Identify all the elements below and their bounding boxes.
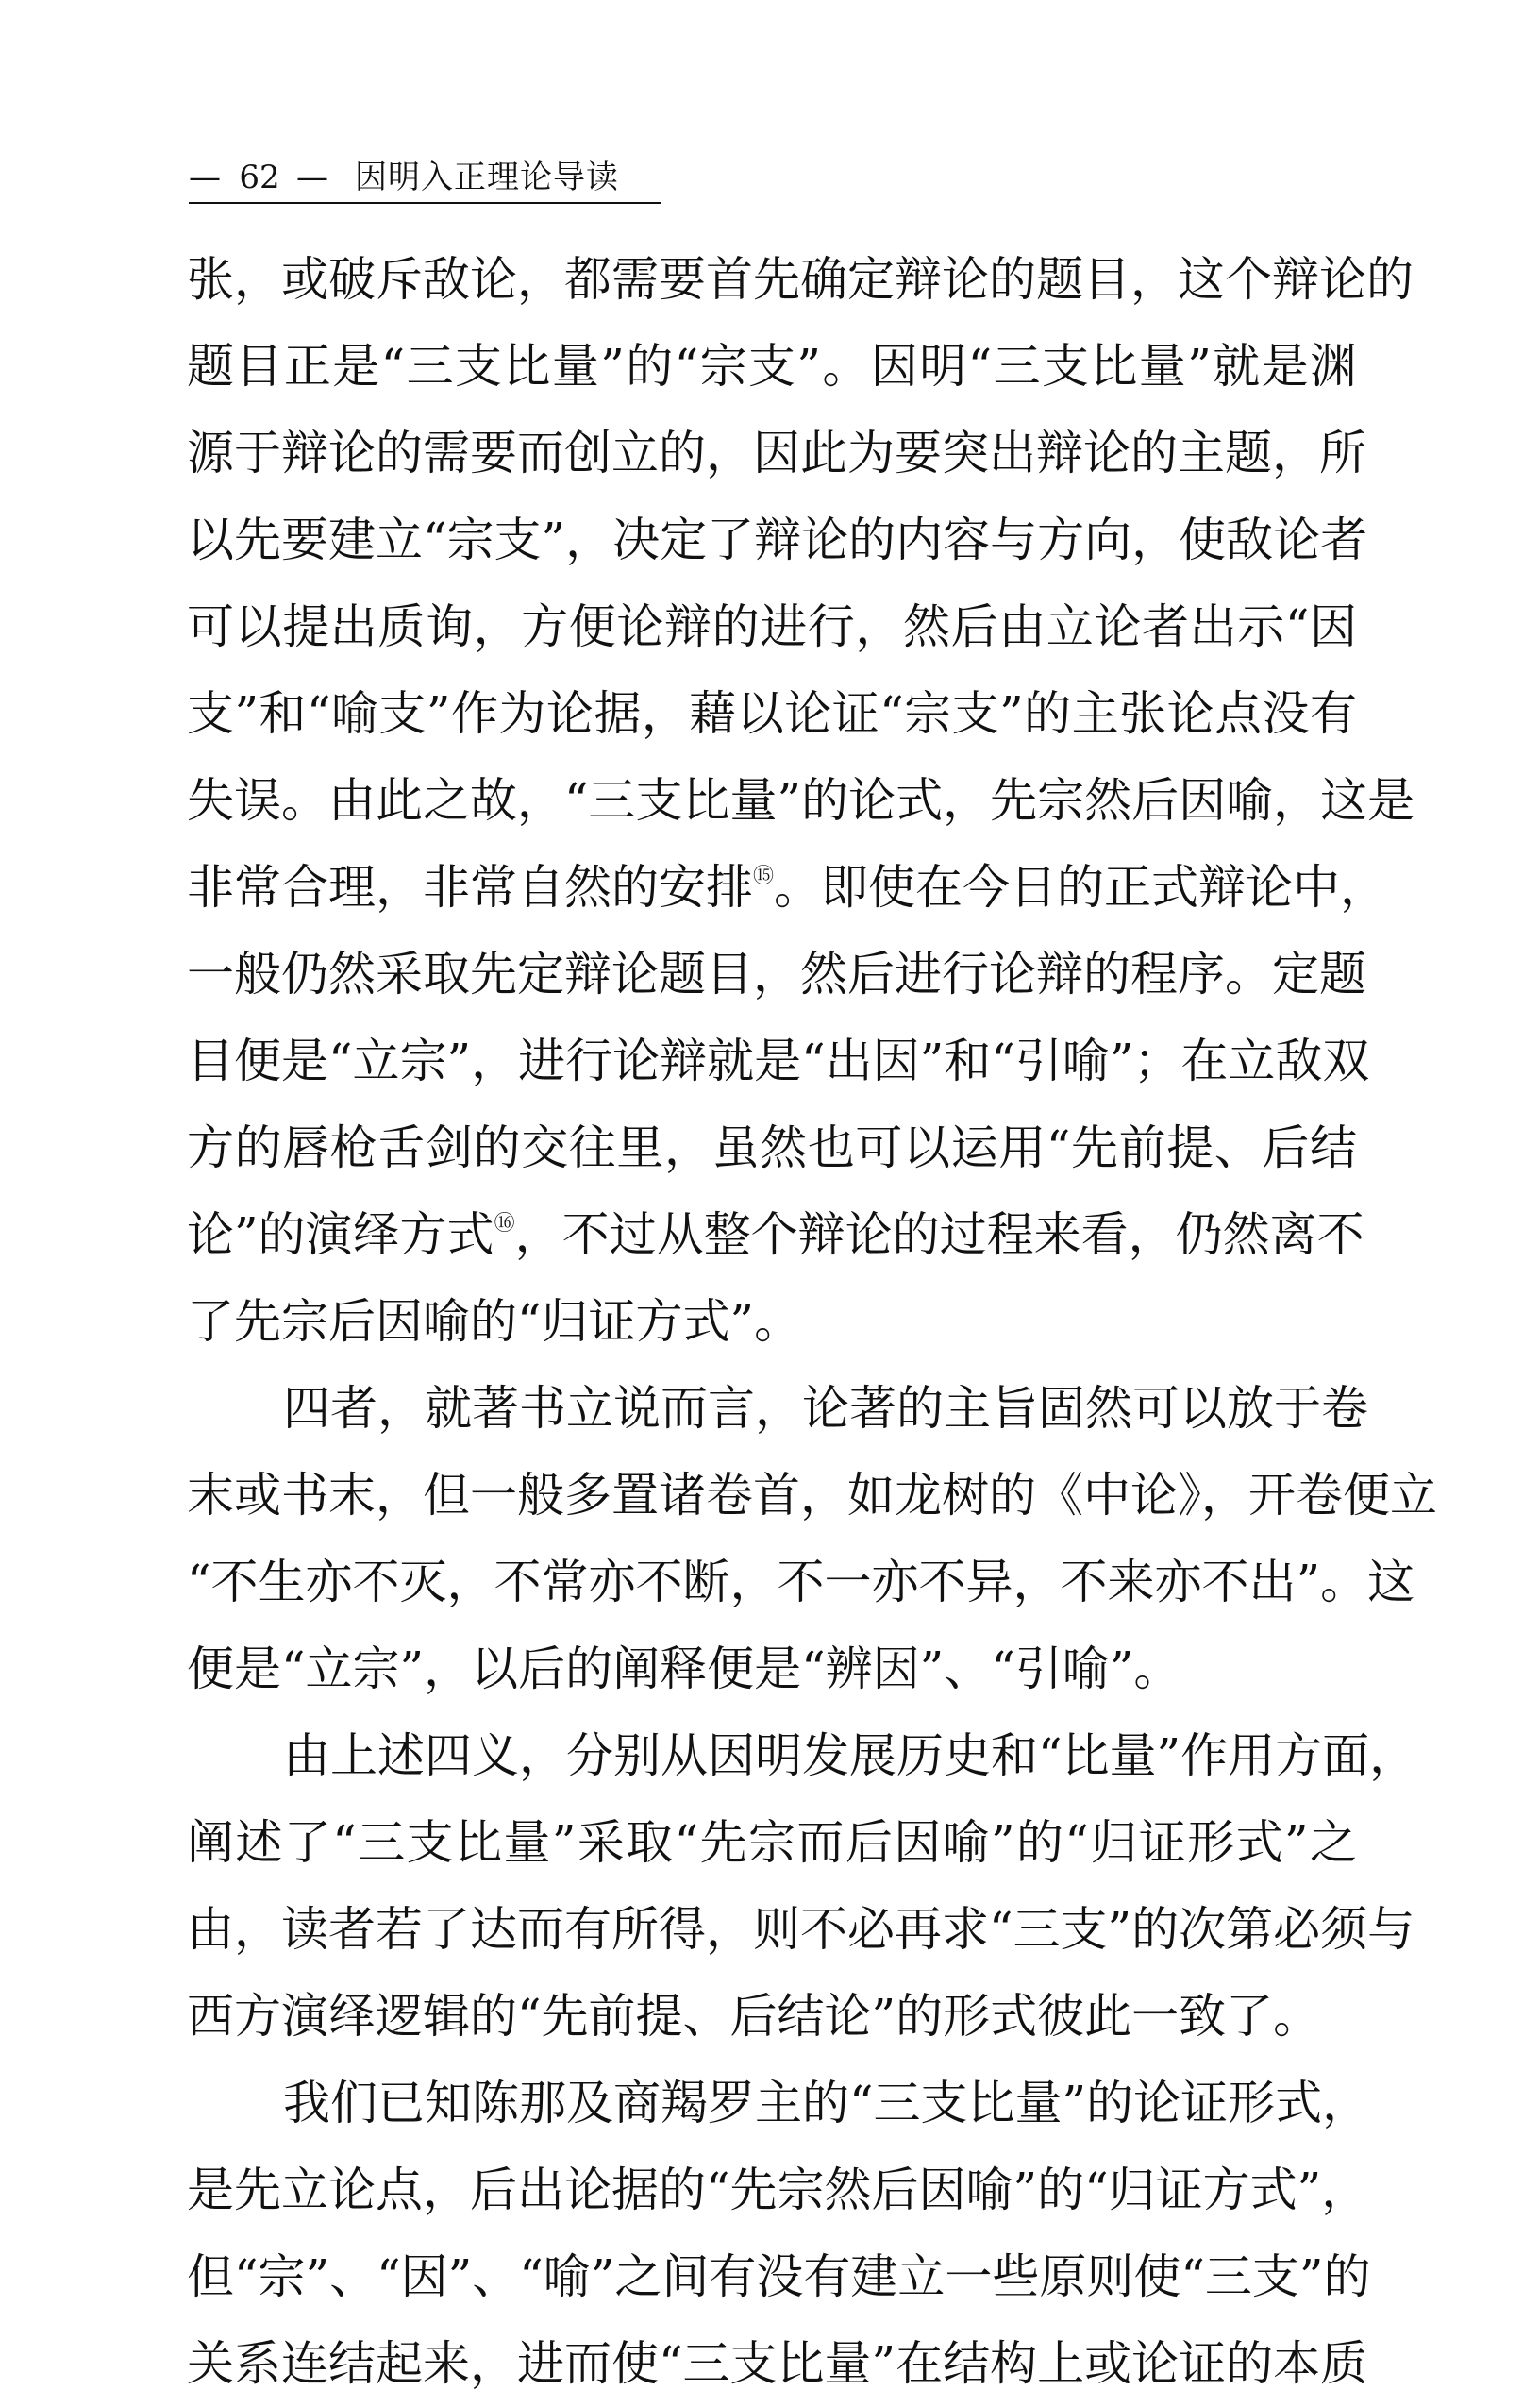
paragraph-first-line: 由上述四义，分别从因明发展历史和“比量”作用方面， [283, 1728, 1417, 1783]
header-dash-left: — [189, 159, 221, 196]
text-segment: 论”的演绎方式 [187, 1207, 494, 1262]
text-line [187, 1191, 1364, 1278]
text-line: 题目正是“三支比量”的“宗支”。因明“三支比量”就是渊 [187, 339, 1357, 394]
footnote-marker-15[interactable]: ⑮ [753, 865, 775, 888]
book-title: 因明入正理论导读 [355, 159, 619, 196]
footnote-marker-16[interactable]: ⑯ [494, 1212, 515, 1236]
paragraph-first-line: 我们已知陈那及商羯罗主的“三支比量”的论证形式， [283, 2076, 1370, 2130]
text-line: 末或书末，但一般多置诸卷首，如龙树的《中论》，开卷便立 [187, 1468, 1437, 1523]
text-line: 关系连结起来，进而使“三支比量”在结构上或论证的本质 [187, 2336, 1368, 2391]
text-line: “不生亦不灭，不常亦不断，不一亦不异，不来亦不出”。这 [187, 1555, 1415, 1609]
text-line: 一般仍然采取先定辩论题目，然后进行论辩的程序。定题 [187, 947, 1366, 1002]
header-dash-right: — [296, 159, 328, 196]
text-line: 是先立论点，后出论据的“先宗然后因喻”的“归证方式”， [187, 2163, 1369, 2217]
text-segment: ，不过从整个辩论的过程来看，仍然离不 [514, 1207, 1364, 1262]
page-number: 62 [239, 159, 280, 196]
text-line: 了先宗后因喻的“归证方式”。 [187, 1294, 802, 1349]
text-line: 可以提出质询，方便论辩的进行，然后由立论者出示“因 [187, 599, 1357, 654]
text-line: 阐述了“三支比量”采取“先宗而后因喻”的“归证形式”之 [187, 1815, 1357, 1870]
text-line: 便是“立宗”，以后的阐释便是“辨因”、“引喻”。 [187, 1641, 1181, 1696]
text-line: 由，读者若了达而有所得，则不必再求“三支”的次第必须与 [187, 1902, 1415, 1957]
body-text [187, 236, 1437, 2407]
text-line: 以先要建立“宗支”，决定了辩论的内容与方向，使敌论者 [187, 513, 1368, 567]
text-line: 但“宗”、“因”、“喻”之间有没有建立一些原则使“三支”的 [187, 2249, 1371, 2304]
text-line: 方的唇枪舌剑的交往里，虽然也可以运用“先前提、后结 [187, 1120, 1357, 1175]
text-line: 支”和“喻支”作为论据，藉以论证“宗支”的主张论点没有 [187, 686, 1357, 741]
text-segment: 。即使在今日的正式辩论中， [774, 860, 1388, 915]
text-line: 张，或破斥敌论，都需要首先确定辩论的题目，这个辩论的 [187, 252, 1414, 307]
text-line: 源于辩论的需要而创立的，因此为要突出辩论的主题，所 [187, 426, 1366, 480]
text-segment: 非常合理，非常自然的安排 [187, 860, 753, 915]
paragraph-first-line: 四者，就著书立说而言，论著的主旨固然可以放于卷 [283, 1381, 1368, 1436]
text-line [187, 844, 1388, 931]
text-line: 目便是“立宗”，进行论辩就是“出因”和“引喻”；在立敌双 [187, 1034, 1370, 1088]
text-line: 西方演绎逻辑的“先前提、后结论”的形式彼此一致了。 [187, 1989, 1321, 2044]
running-header [189, 151, 661, 204]
text-line: 失误。由此之故，“三支比量”的论式，先宗然后因喻，这是 [187, 773, 1415, 828]
